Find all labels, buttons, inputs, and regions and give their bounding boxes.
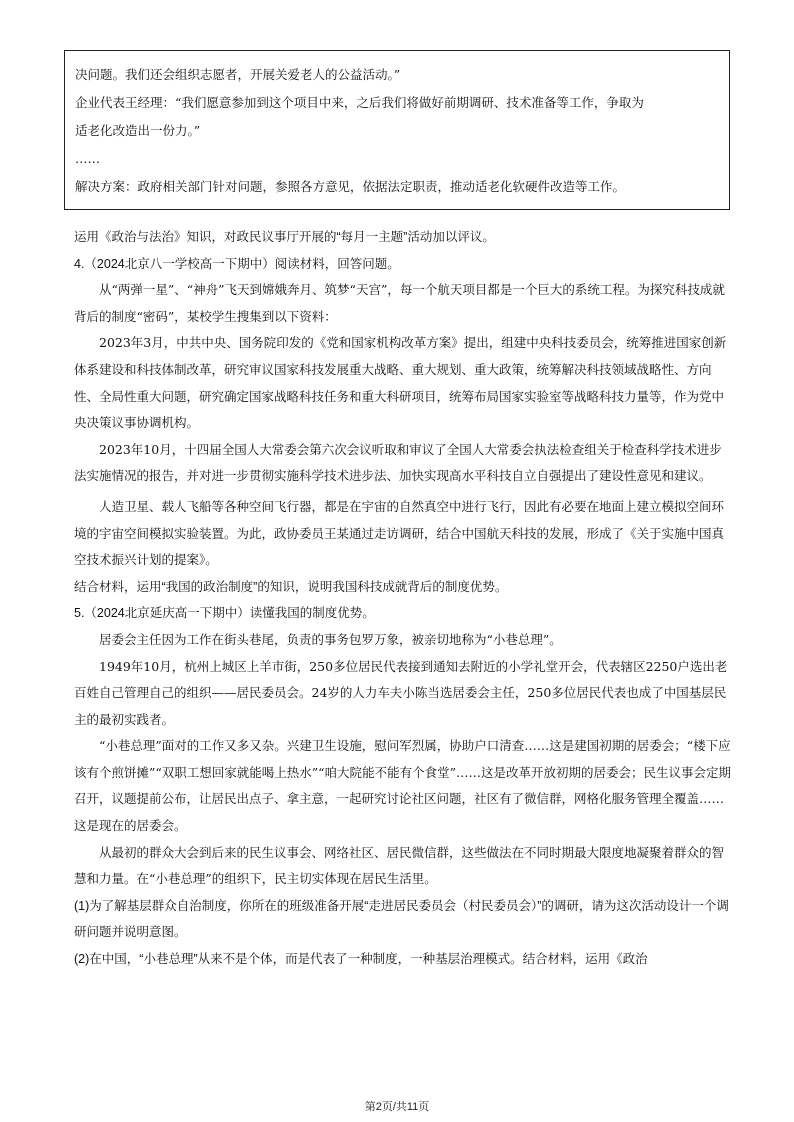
question-5-sub-1: (1)为了解基层群众自治制度，你所在的班级准备开展“走进居民委员会（村民委员会）”的调研，请为这次活动设计一个调研问题并说明意图。 [74, 898, 729, 940]
question-4-heading: 4.（2024北京八一学校高一下期中）阅读材料，回答问题。 [74, 256, 400, 271]
box-line: 决问题。我们还会组织志愿者，开展关爱老人的公益活动。” [75, 67, 401, 82]
material-box [64, 50, 730, 210]
box-line: …… [75, 151, 100, 166]
page-number: 第2页/共11页 [364, 1101, 430, 1113]
question-5-paragraph: “小巷总理”面对的工作又多又杂。兴建卫生设施，慰问军烈属，协助户口清查……这是建国初期的居委会；“楼下应该有个煎饼摊”“双职工想回家就能喝上热水”“咱大院能不能有个食堂”……这是改革开放初期的居委会；民生议事会定期召开，议题提前公布，让居民出点子、拿主意，一起研究讨论社区问题，社区有了微信群，网格化服务管理全覆盖……这是现在的居委会。 [74, 738, 731, 834]
box-line: 解决方案：政府相关部门针对问题，参照各方意见，依据法定职责，推动适老化软硬件改造等工作。 [75, 179, 626, 194]
box-line: 适老化改造出一份力。” [75, 123, 201, 138]
question-5-sub-2: (2)在中国，“小巷总理”从来不是个体，而是代表了一种制度，一种基层治理模式。结合材料，运用《政治 [74, 952, 648, 967]
question-4-paragraph: 2023年3月，中共中央、国务院印发的《党和国家机构改革方案》提出，组建中央科技委员会，统筹推进国家创新体系建设和科技体制改革，研究审议国家科技发展重大战略、重大规划、重大政策，统筹解决科技领域战略性、方向性、全局性重大问题，研究确定国家战略科技任务和重大科研项目，统筹布局国家实验室等战略科技力量等，作为党中央决策议事协调机构。 [74, 335, 727, 431]
question-5-paragraph: 居委会主任因为工作在街头巷尾，负责的事务包罗万象，被亲切地称为“小巷总理”。 [99, 631, 562, 647]
question-5-paragraph: 1949年10月，杭州上城区上羊市街，250多位居民代表接到通知去附近的小学礼堂开会，代表辖区2250户选出老百姓自己管理自己的组织——居民委员会。24岁的人力车夫小陈当选居委会主任，250多位居民代表也成了中国基层民主的最初实践者。 [74, 658, 728, 727]
box-line: 企业代表王经理：“我们愿意参加到这个项目中来，之后我们将做好前期调研、技术准备等工作，争取为 [75, 95, 644, 110]
question-4-prompt: 结合材料，运用“我国的政治制度”的知识，说明我国科技成就背后的制度优势。 [74, 579, 508, 594]
question-4-paragraph: 2023年10月，十四届全国人大常委会第六次会议听取和审议了全国人大常委会执法检查组关于检查科学技术进步法实施情况的报告，并对进一步贯彻实施科学技术进步法、加快实现高水平科技自立自强提出了建设性意见和建议。 [74, 441, 722, 484]
question-4-paragraph: 从“两弹一星”、“神舟”飞天到嫦娥奔月、筑梦“天宫”，每一个航天项目都是一个巨大的系统工程。为探究科技成就背后的制度“密码”，某校学生搜集到以下资料： [74, 282, 725, 324]
question-4-paragraph: 人造卫星、载人飞船等各种空间飞行器，都是在宇宙的自然真空中进行飞行，因此有必要在地面上建立模拟空间环境的宇宙空间模拟实验装置。为此，政协委员王某通过走访调研，结合中国航天科技的发展，形成了《关于实施中国真空技术振兴计划的提案》。 [74, 498, 725, 568]
question-5-paragraph: 从最初的群众大会到后来的民生议事会、网络社区、居民微信群，这些做法在不同时期最大限度地凝聚着群众的智慧和力量。在“小巷总理”的组织下，民主切实体现在居民生活里。 [74, 844, 725, 887]
question-5-heading: 5.（2024北京延庆高一下期中）读懂我国的制度优势。 [74, 606, 375, 621]
question-3-prompt: 运用《政治与法治》知识，对政民议事厅开展的“每月一主题”活动加以评议。 [74, 230, 495, 244]
main-content [74, 224, 734, 973]
